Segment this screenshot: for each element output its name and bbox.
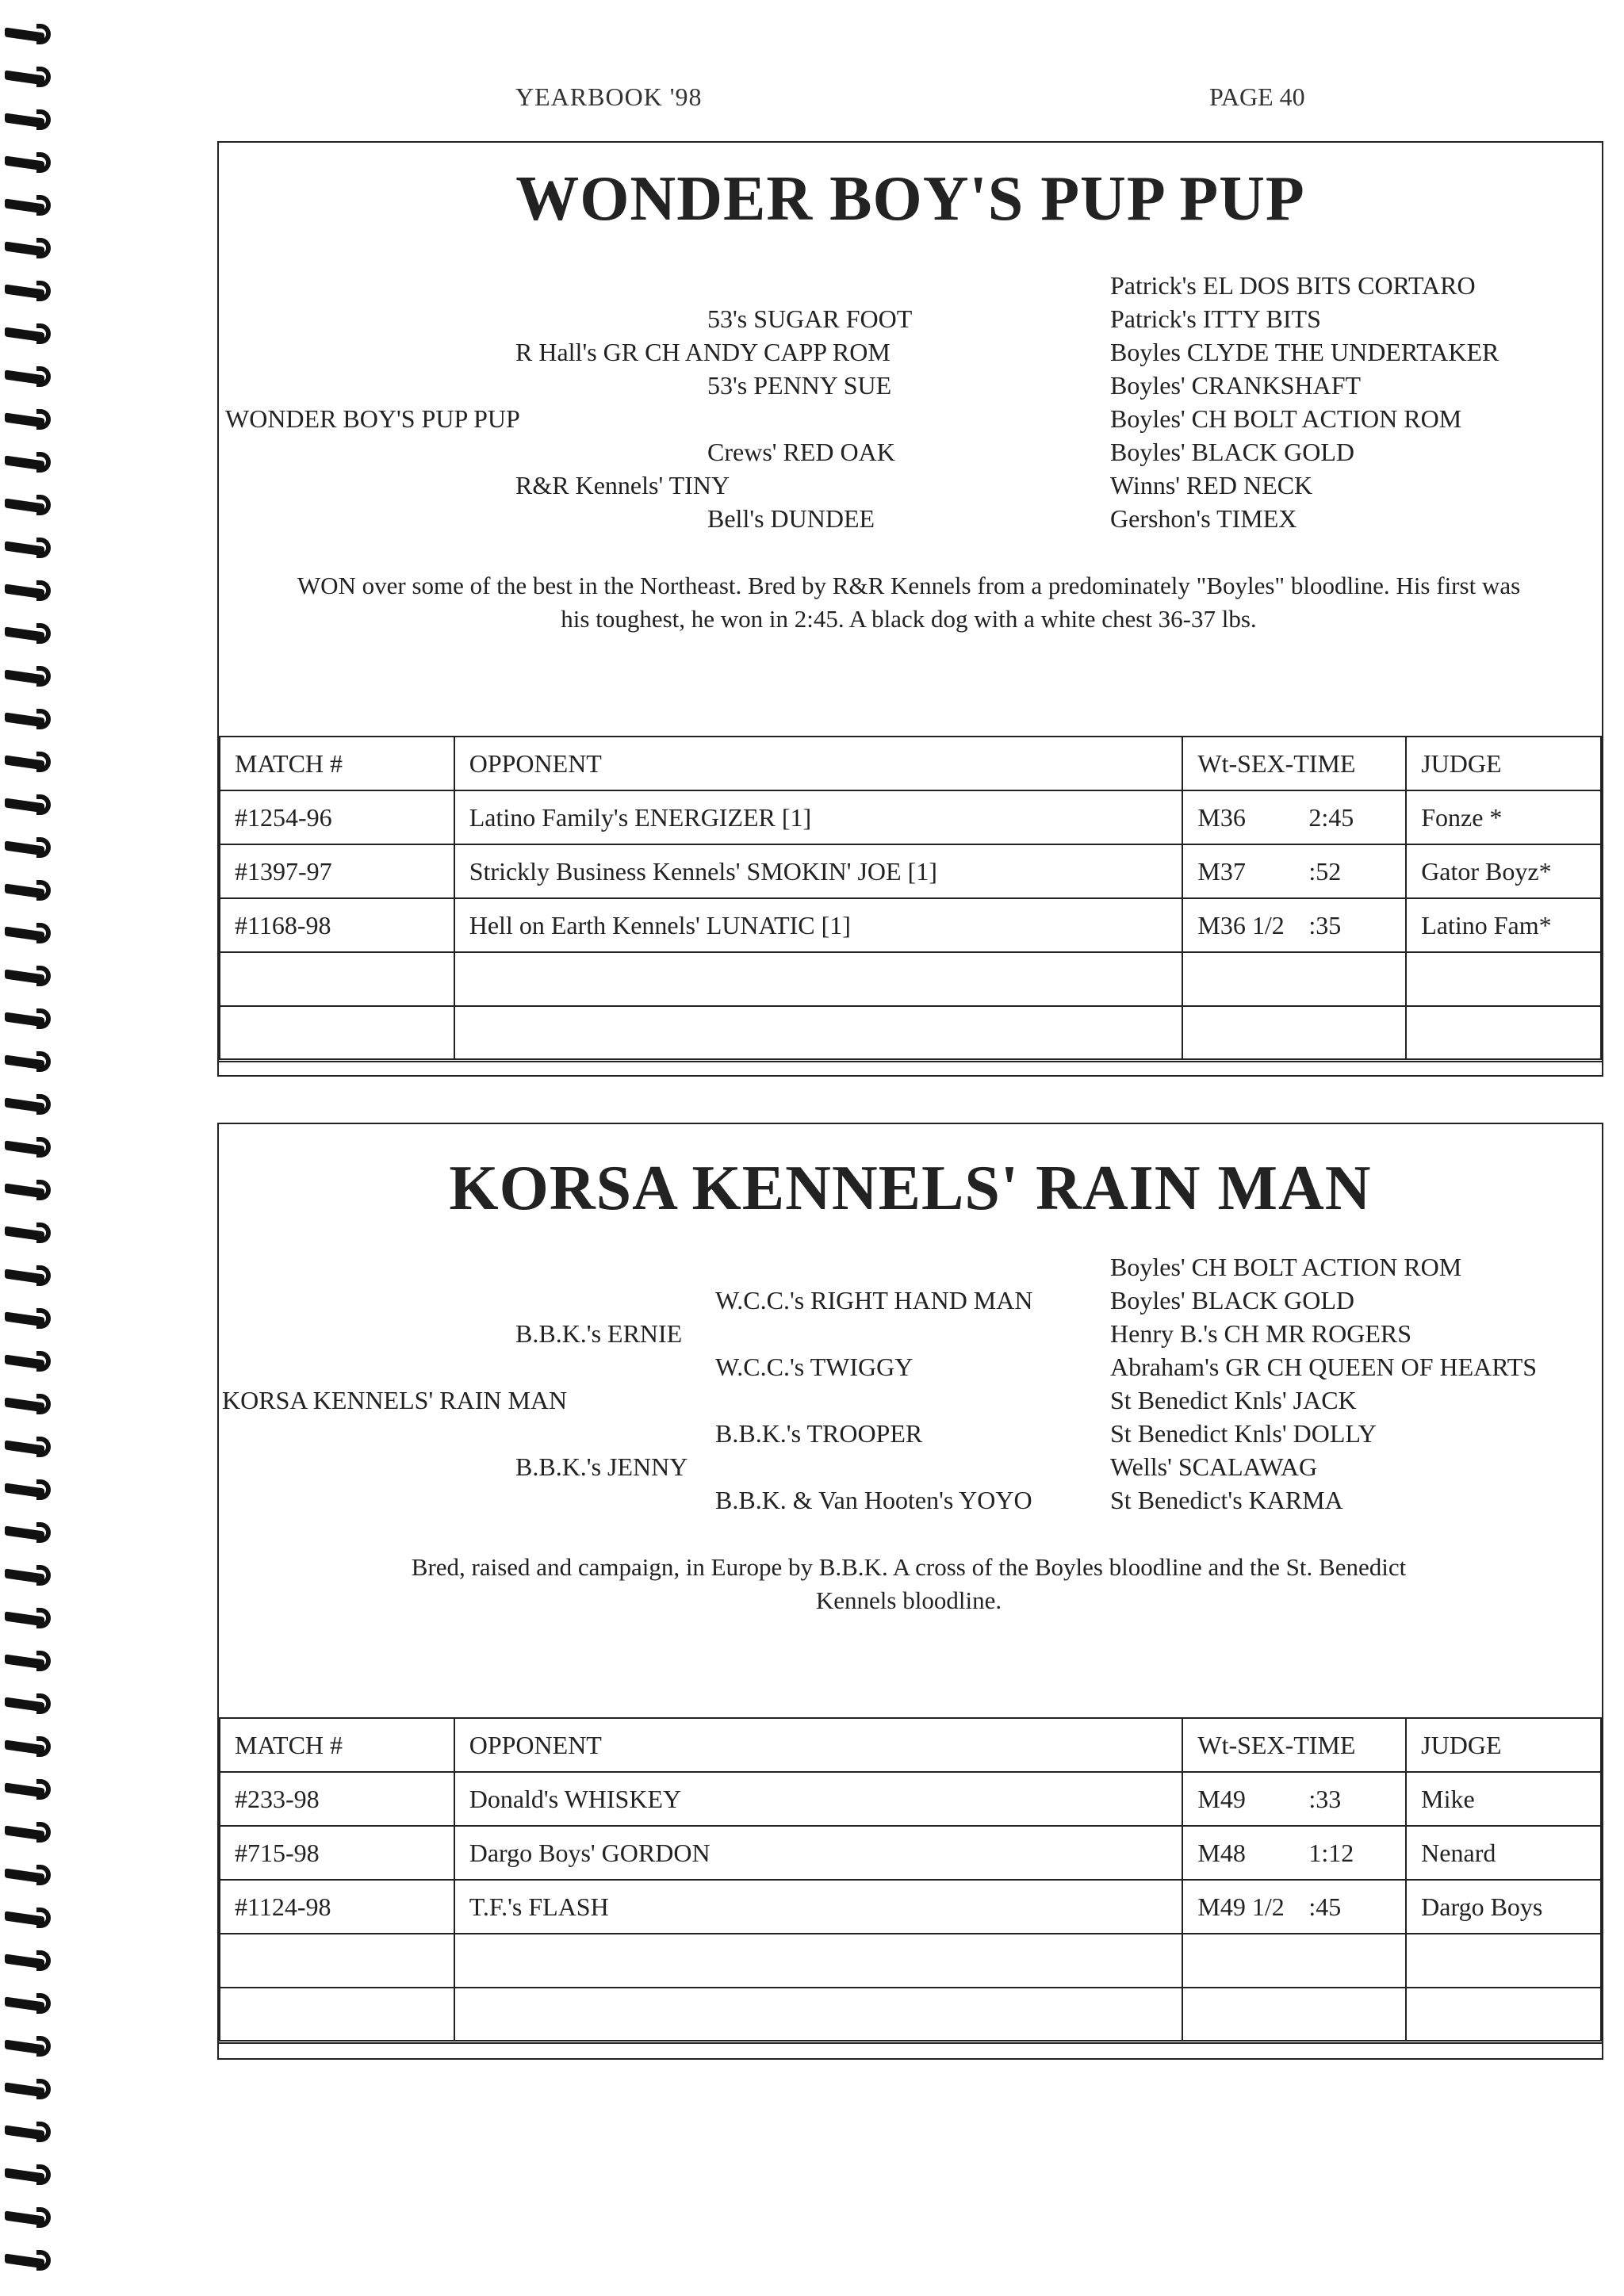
match-time: :33 [1308,1784,1342,1813]
judge: Latino Fam* [1406,898,1601,952]
match-number: #1254-96 [220,790,454,844]
table-row [220,790,1601,844]
binding-coil [5,1308,51,1329]
binding-coil [5,1137,51,1158]
binding-coil [5,837,51,858]
match-table [219,736,1602,1062]
pedigree-great-grandparent: Wells' SCALAWAG [1110,1452,1318,1481]
yearbook-header: YEARBOOK '98 [515,82,703,111]
opponent: Hell on Earth Kennels' LUNATIC [1] [454,898,1183,952]
binding-coil [5,1993,51,2014]
table-header-row [220,737,1601,790]
binding-coil [5,1651,51,1671]
pedigree-sire: B.B.K.'s ERNIE [515,1319,683,1348]
binding-coil [5,623,51,644]
binding-coil [5,24,51,44]
binding-coil [5,2079,51,2099]
binding-coil [5,794,51,815]
binding-coil [5,409,51,430]
binding-coil [5,752,51,772]
binding-coil [5,666,51,687]
binding-coil [5,1865,51,1885]
binding-coil [5,1608,51,1628]
binding-coil [5,538,51,558]
opponent: Strickly Business Kennels' SMOKIN' JOE [1] [454,844,1183,898]
spiral-binding [0,24,57,2296]
column-header: MATCH # [220,1718,454,1772]
pedigree-great-grandparent: Patrick's ITTY BITS [1110,304,1321,333]
binding-coil [5,1265,51,1286]
pedigree-great-grandparent: Boyles' CRANKSHAFT [1110,371,1362,400]
pedigree-grandparent: W.C.C.'s TWIGGY [715,1353,914,1381]
pedigree-great-grandparent: Boyles' BLACK GOLD [1110,438,1354,466]
binding-coil [5,323,51,344]
binding-coil [5,452,51,473]
judge: Nenard [1406,1826,1601,1880]
binding-coil [5,880,51,901]
pedigree-great-grandparent: Winns' RED NECK [1110,471,1313,499]
judge: Gator Boyz* [1406,844,1601,898]
match-time: :52 [1308,856,1342,886]
match-time: 1:12 [1308,1838,1354,1867]
pedigree-great-grandparent: Patrick's EL DOS BITS CORTARO [1110,271,1476,300]
binding-coil [5,1351,51,1372]
pedigree-dam: R&R Kennels' TINY [515,471,730,499]
match-number: #1124-98 [220,1880,454,1934]
binding-coil [5,495,51,515]
pedigree-great-grandparent: Abraham's GR CH QUEEN OF HEARTS [1110,1353,1538,1381]
opponent: Dargo Boys' GORDON [454,1826,1183,1880]
table-header-row [220,1718,1601,1772]
column-header: Wt-SEX-TIME [1182,1718,1406,1772]
binding-coil [5,1693,51,1714]
pedigree-grandparent: B.B.K. & Van Hooten's YOYO [715,1486,1032,1514]
pedigree-grandparent: 53's SUGAR FOOT [707,304,913,333]
table-row [220,1880,1601,1934]
binding-coil [5,1223,51,1243]
binding-coil [5,281,51,301]
weight-sex-time [1182,1772,1406,1826]
page-number: PAGE 40 [1209,82,1305,111]
binding-coil [5,1479,51,1500]
binding-coil [5,966,51,986]
table-row [220,1826,1601,1880]
binding-coil [5,1736,51,1757]
pedigree-great-grandparent: Boyles' BLACK GOLD [1110,1286,1354,1314]
column-header: JUDGE [1406,1718,1601,1772]
dog-title: KORSA KENNELS' RAIN MAN [449,1154,1372,1223]
dog-description: WON over some of the best in the Northeast. Bred by R&R Kennels from a predominately "Boyles" bloodline. His first was his toughest, he won in 2:45. A black dog with a white chest 36-37 lbs. [297,572,1521,633]
binding-coil [5,1008,51,1029]
binding-coil [5,2164,51,2185]
match-number: #715-98 [220,1826,454,1880]
pedigree-grandparent: Crews' RED OAK [707,438,895,466]
column-header: MATCH # [220,737,454,790]
binding-coil [5,2250,51,2271]
pedigree-grandparent: W.C.C.'s RIGHT HAND MAN [715,1286,1033,1314]
empty-row [220,1934,1601,1988]
binding-coil [5,923,51,943]
weight-sex: M49 [1197,1784,1246,1813]
pedigree-grandparent: Bell's DUNDEE [707,504,875,533]
empty-row [220,1006,1601,1060]
binding-coil [5,1908,51,1928]
binding-coil [5,1180,51,1200]
pedigree-subject: WONDER BOY'S PUP PUP [225,404,520,433]
weight-sex: M48 [1197,1838,1246,1867]
binding-coil [5,2036,51,2057]
match-time: :35 [1308,910,1342,939]
weight-sex-time [1182,898,1406,952]
pedigree-great-grandparent: Boyles' CH BOLT ACTION ROM [1110,1253,1462,1281]
binding-coil [5,1437,51,1457]
opponent: Latino Family's ENERGIZER [1] [454,790,1183,844]
weight-sex-time [1182,790,1406,844]
judge: Dargo Boys [1406,1880,1601,1934]
empty-row [220,1988,1601,2042]
weight-sex-time [1182,1826,1406,1880]
binding-coil [5,1779,51,1800]
opponent: Donald's WHISKEY [454,1772,1183,1826]
binding-coil [5,580,51,601]
table-row [220,844,1601,898]
binding-coil [5,238,51,258]
binding-coil [5,195,51,216]
binding-coil [5,67,51,87]
binding-coil [5,366,51,387]
pedigree-grandparent: 53's PENNY SUE [707,371,892,400]
match-number: #1397-97 [220,844,454,898]
pedigree-subject: KORSA KENNELS' RAIN MAN [222,1386,568,1414]
column-header: Wt-SEX-TIME [1182,737,1406,790]
judge: Fonze * [1406,790,1601,844]
binding-coil [5,152,51,173]
binding-coil [5,1822,51,1843]
weight-sex-time [1182,1880,1406,1934]
binding-coil [5,1565,51,1586]
pedigree-great-grandparent: Boyles' CH BOLT ACTION ROM [1110,404,1462,433]
column-header: OPPONENT [454,737,1183,790]
match-number: #1168-98 [220,898,454,952]
judge: Mike [1406,1772,1601,1826]
dog-description: Bred, raised and campaign, in Europe by B.B.K. A cross of the Boyles bloodline and the St. Benedict Kennels bloodline. [411,1553,1407,1614]
match-table [219,1717,1602,2044]
weight-sex: M37 [1197,856,1246,886]
table-row [220,898,1601,952]
pedigree-great-grandparent: St Benedict Knls' JACK [1110,1386,1357,1414]
weight-sex: M49 1/2 [1197,1892,1285,1921]
dog-entry-korsa-kennels-rain-man [217,1123,1603,2060]
pedigree-grandparent: B.B.K.'s TROOPER [715,1419,923,1448]
pedigree-great-grandparent: Henry B.'s CH MR ROGERS [1110,1319,1412,1348]
weight-sex: M36 1/2 [1197,910,1285,939]
binding-coil [5,1394,51,1414]
pedigree-sire: R Hall's GR CH ANDY CAPP ROM [515,338,891,366]
binding-coil [5,709,51,729]
match-time: :45 [1308,1892,1342,1921]
match-time: 2:45 [1308,802,1354,832]
pedigree-great-grandparent: St Benedict's KARMA [1110,1486,1343,1514]
match-number: #233-98 [220,1772,454,1826]
weight-sex-time [1182,844,1406,898]
empty-row [220,952,1601,1006]
binding-coil [5,2122,51,2142]
binding-coil [5,1051,51,1072]
binding-coil [5,1094,51,1115]
table-row [220,1772,1601,1826]
binding-coil [5,1522,51,1543]
weight-sex: M36 [1197,802,1246,832]
binding-coil [5,109,51,130]
binding-coil [5,1950,51,1971]
column-header: OPPONENT [454,1718,1183,1772]
pedigree-great-grandparent: Boyles CLYDE THE UNDERTAKER [1110,338,1500,366]
binding-coil [5,2207,51,2228]
dog-title: WONDER BOY'S PUP PUP [515,164,1305,234]
pedigree-great-grandparent: Gershon's TIMEX [1110,504,1297,533]
column-header: JUDGE [1406,737,1601,790]
opponent: T.F.'s FLASH [454,1880,1183,1934]
pedigree-dam: B.B.K.'s JENNY [515,1452,688,1481]
dog-entry-wonder-boys-pup-pup [217,141,1603,1077]
pedigree-great-grandparent: St Benedict Knls' DOLLY [1110,1419,1377,1448]
